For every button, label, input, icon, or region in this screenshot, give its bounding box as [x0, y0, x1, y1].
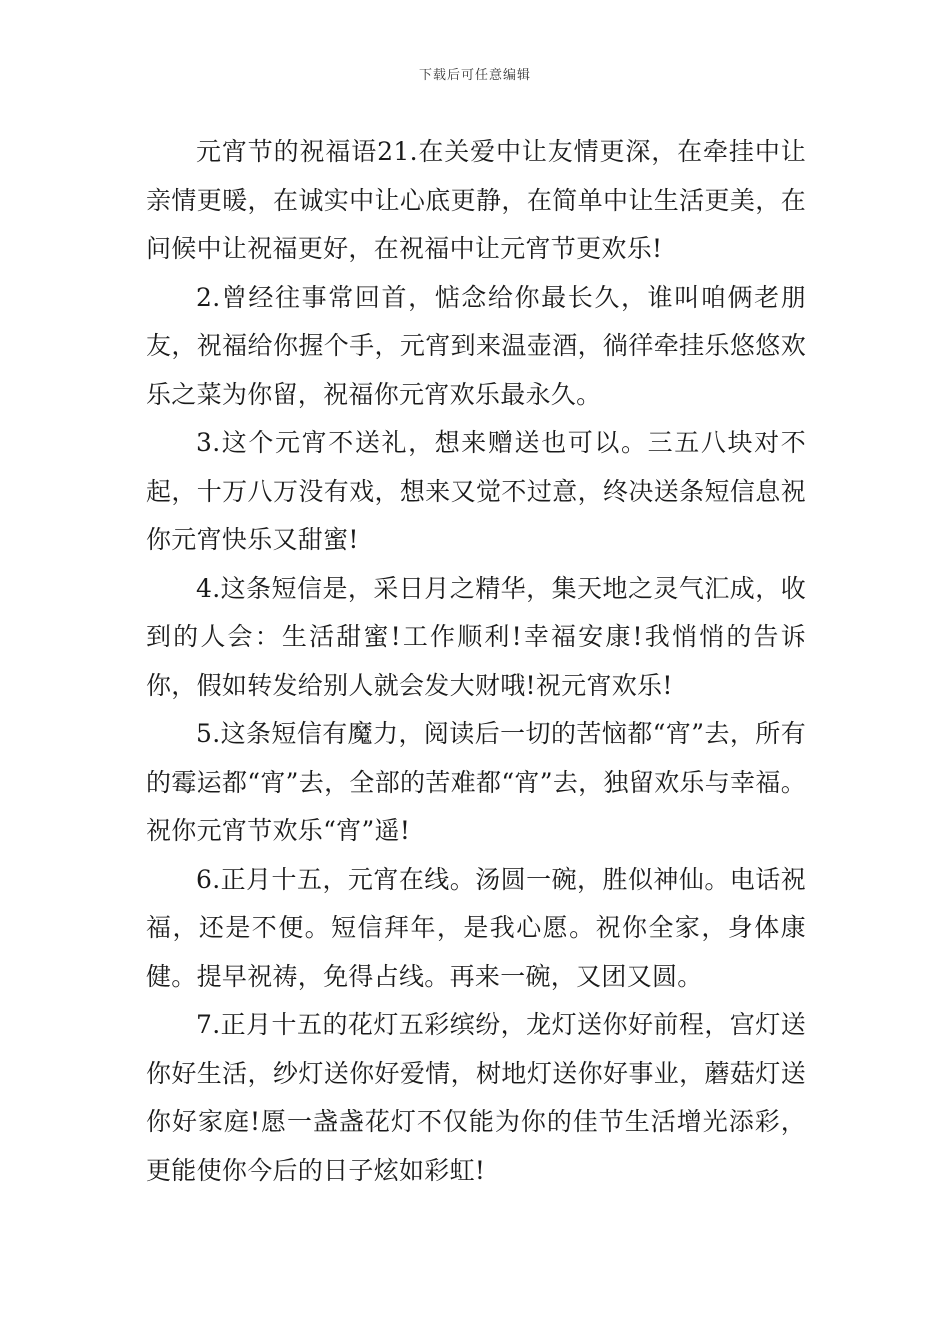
page-header-note: 下载后可任意编辑: [418, 68, 531, 83]
paragraph-3: 3.这个元宵不送礼，想来赠送也可以。三五八块对不起，十万八万没有戏，想来又觉不过意，终决送条短信息祝你元宵快乐又甜蜜!: [146, 428, 806, 554]
paragraph-7: 7.正月十五的花灯五彩缤纷，龙灯送你好前程，宫灯送你好生活，纱灯送你好爱情，树地灯送你好事业，蘑菇灯送你好家庭!愿一盏盏花灯不仅能为你的佳节生活增光添彩，更能使你今后的日子炫如彩虹!: [146, 1010, 806, 1185]
paragraph-5: 5.这条短信有魔力，阅读后一切的苦恼都“宵”去，所有的霉运都“宵”去，全部的苦难都“宵”去，独留欢乐与幸福。祝你元宵节欢乐“宵”遥!: [146, 719, 806, 845]
paragraph-6: 6.正月十五，元宵在线。汤圆一碗，胜似神仙。电话祝福，还是不便。短信拜年，是我心愿。祝你全家，身体康健。提早祝祷，免得占线。再来一碗，又团又圆。: [146, 864, 806, 991]
paragraph-2: 2.曾经往事常回首，惦念给你最长久，谁叫咱俩老朋友，祝福给你握个手，元宵到来温壶酒，徜徉牵挂乐悠悠欢乐之菜为你留，祝福你元宵欢乐最永久。: [146, 282, 806, 409]
paragraph-1: 元宵节的祝福语21.在关爱中让友情更深，在牵挂中让亲情更暖，在诚实中让心底更静，在简单中让生活更美，在问候中让祝福更好，在祝福中让元宵节更欢乐!: [146, 137, 806, 263]
document-body: [146, 128, 806, 1195]
paragraph-4: 4.这条短信是，采日月之精华，集天地之灵气汇成，收到的人会：生活甜蜜!工作顺利!幸福安康!我悄悄的告诉你，假如转发给别人就会发大财哦!祝元宵欢乐!: [146, 573, 806, 700]
